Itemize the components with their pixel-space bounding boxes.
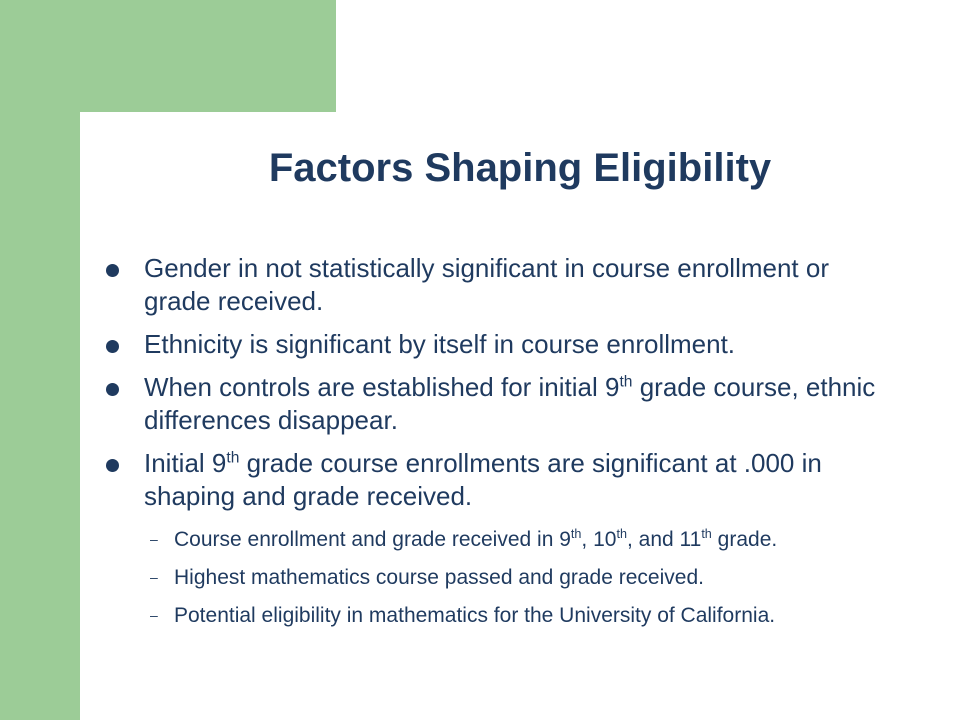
bullet-dot-icon (106, 264, 119, 277)
slide-title: Factors Shaping Eligibility (268, 146, 772, 190)
ordinal-suffix: th (616, 527, 627, 541)
dash-icon: – (150, 569, 158, 585)
ordinal-suffix: th (226, 449, 240, 467)
bullet-dot-icon (106, 459, 119, 472)
bullet-ethnicity (106, 328, 896, 361)
sub-bullet-potential-eligibility (144, 603, 896, 628)
ordinal-suffix: th (570, 527, 582, 541)
sub-bullet-text: Highest mathematics course passed and grade received. (174, 566, 704, 589)
sub-bullet-text-part: , 10 (581, 528, 617, 551)
sub-bullet-text-part: grade. (711, 528, 778, 551)
bullet-initial-enrollment (106, 447, 896, 628)
dash-icon: – (150, 531, 158, 547)
bullet-text: Gender in not statistically significant in course enrollment or grade received. (144, 253, 829, 316)
bullet-list (106, 252, 896, 641)
bullet-text-part: grade course enrollments are significant at .000 in shaping and grade received. (144, 448, 822, 511)
bullet-text-part: When controls are established for initial 9 (144, 372, 620, 402)
sub-bullet-highest-course (144, 565, 896, 590)
bullet-text: Ethnicity is significant by itself in course enrollment. (144, 329, 736, 359)
ordinal-suffix: th (619, 373, 633, 391)
bullet-dot-icon (106, 383, 119, 396)
bullet-dot-icon (106, 340, 119, 353)
bullet-text-part: grade course, ethnic differences disappear. (144, 372, 876, 435)
sub-bullet-text: Potential eligibility in mathematics for the University of California. (174, 604, 776, 627)
bullet-text-part: Initial 9 (144, 448, 227, 478)
dash-icon: – (150, 607, 158, 623)
sub-bullet-text-part: , and 11 (626, 528, 702, 551)
ordinal-suffix: th (701, 527, 712, 541)
sub-bullet-list (144, 527, 896, 628)
sub-bullet-text-part: Course enrollment and grade received in 9 (174, 528, 571, 551)
sub-bullet-course-enrollment (144, 527, 896, 552)
accent-bar-left (0, 0, 80, 720)
bullet-controls (106, 371, 896, 437)
bullet-gender (106, 252, 896, 318)
